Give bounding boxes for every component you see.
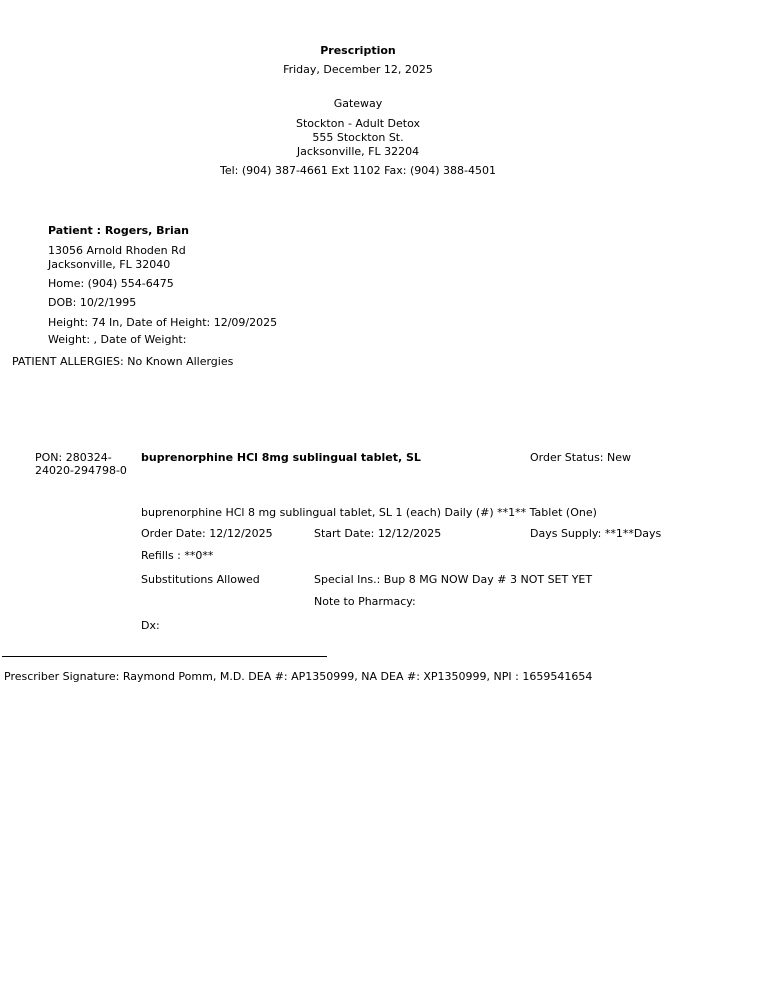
facility-contact: Tel: (904) 387-4661 Ext 1102 Fax: (904) 388-4501: [220, 164, 496, 177]
order-status: Order Status: New: [530, 451, 632, 464]
order-pon: PON: 280324-24020-294798-0: [35, 451, 127, 477]
signature-rule: [2, 656, 327, 657]
prescription-date: Friday, December 12, 2025: [283, 63, 433, 76]
patient-name: Patient : Rogers, Brian: [48, 224, 190, 237]
facility-street: 555 Stockton St.: [312, 131, 404, 144]
substitutions: Substitutions Allowed: [141, 573, 260, 586]
start-date: Start Date: 12/12/2025: [314, 527, 442, 540]
order-date: Order Date: 12/12/2025: [141, 527, 273, 540]
medication-sig: buprenorphine HCl 8 mg sublingual tablet, SL 1 (each) Daily (#) **1** Tablet (One): [141, 506, 597, 519]
days-supply: Days Supply: **1**Days: [530, 527, 662, 540]
special-instructions: Special Ins.: Bup 8 MG NOW Day # 3 NOT SET YET: [314, 573, 593, 586]
facility-city: Jacksonville, FL 32204: [296, 145, 420, 158]
patient-home-phone: Home: (904) 554-6475: [48, 277, 174, 290]
patient-city: Jacksonville, FL 32040: [48, 258, 171, 271]
patient-height: Height: 74 In, Date of Height: 12/09/2025: [48, 316, 278, 329]
refills: Refills : **0**: [141, 549, 214, 562]
patient-street: 13056 Arnold Rhoden Rd: [48, 244, 186, 257]
diagnosis: Dx:: [141, 619, 160, 632]
facility-name: Stockton - Adult Detox: [295, 117, 421, 130]
organization-name: Gateway: [333, 97, 383, 110]
prescriber-signature: Prescriber Signature: Raymond Pomm, M.D. DEA #: AP1350999, NA DEA #: XP1350999, NPI : 1659541654: [4, 670, 593, 683]
page-title: Prescription: [320, 44, 396, 57]
medication-name: buprenorphine HCl 8mg sublingual tablet, SL: [141, 451, 421, 464]
patient-dob: DOB: 10/2/1995: [48, 296, 137, 309]
patient-allergies: PATIENT ALLERGIES: No Known Allergies: [12, 355, 234, 368]
note-to-pharmacy: Note to Pharmacy:: [314, 595, 416, 608]
patient-weight: Weight: , Date of Weight:: [48, 333, 187, 346]
